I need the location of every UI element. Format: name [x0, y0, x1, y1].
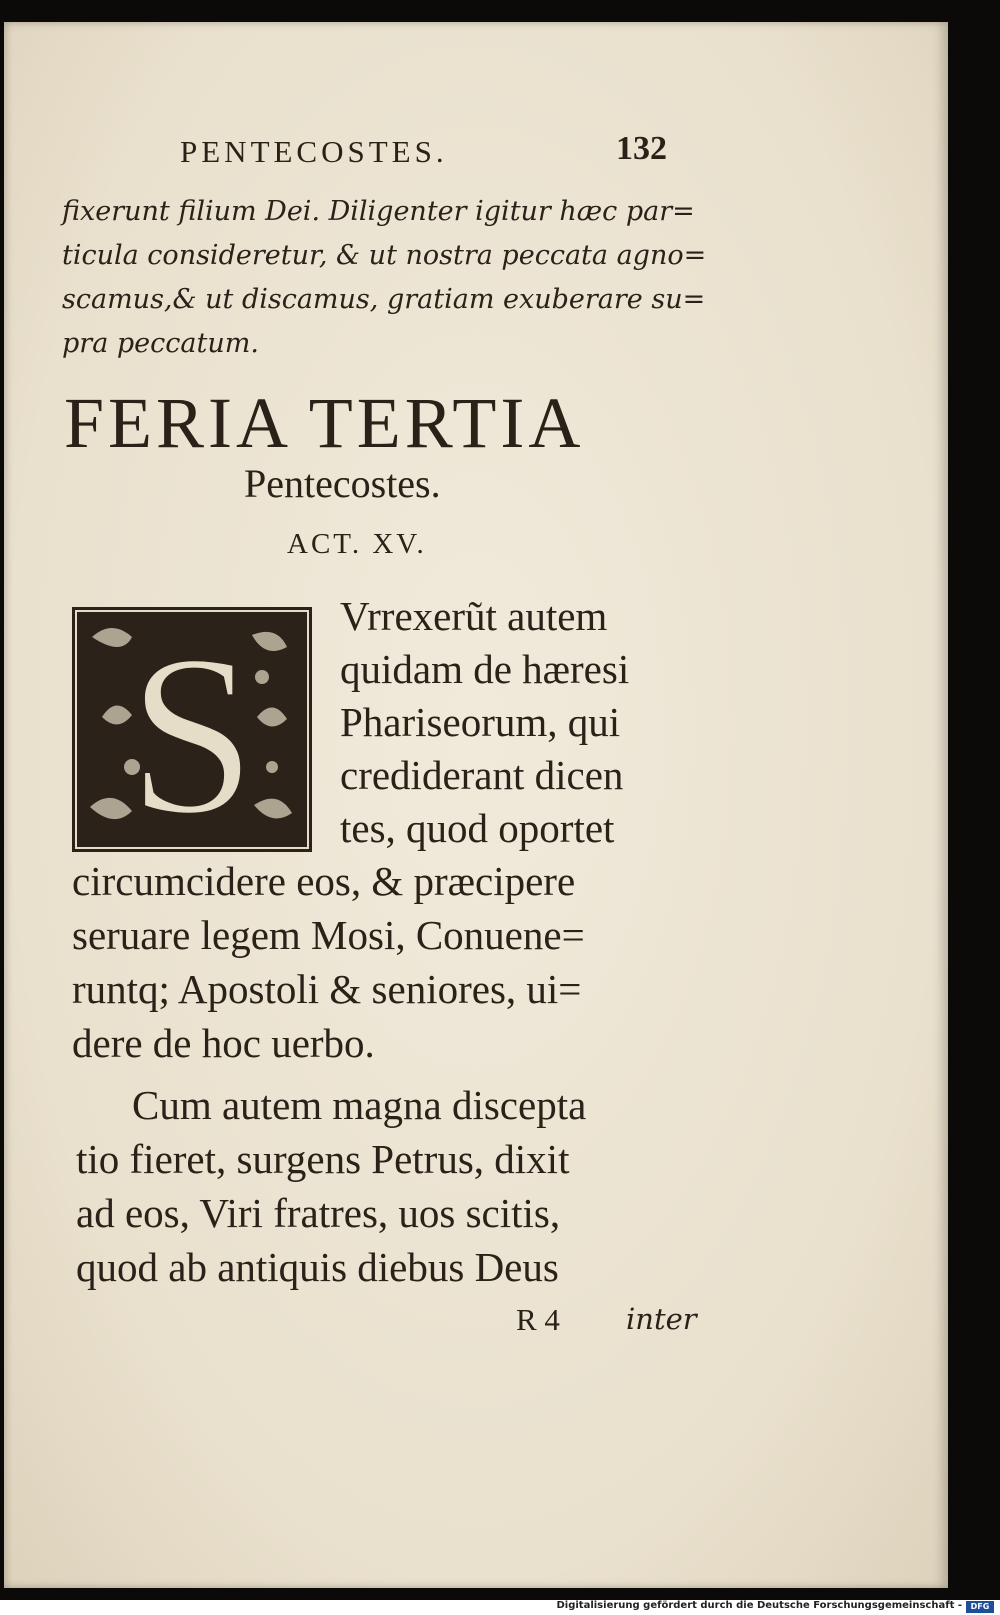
running-head: PENTECOSTES.: [180, 134, 448, 169]
initial-block-text: [340, 590, 629, 855]
text-line: quod ab antiquis diebus Deus: [76, 1244, 559, 1290]
text-line: circumcidere eos, & præcipere: [72, 858, 576, 904]
text-line: Phariseorum, qui: [340, 699, 621, 745]
text-line: scamus,& ut discamus, gratiam exuberare su=: [62, 284, 706, 315]
text-line: fixerunt filium Dei. Diligenter igitur hæc par=: [62, 196, 695, 227]
text-line: runtq; Apostoli & seniores, ui=: [72, 966, 582, 1012]
text-line: Vrrexerũt autem: [340, 593, 608, 639]
body-text: [72, 854, 585, 1070]
footer-credit: Digitalisierung gefördert durch die Deutsche Forschungsgemeinschaft -: [556, 1600, 962, 1611]
page-number: 132: [616, 130, 667, 167]
text-line: crediderant dicen: [340, 752, 624, 798]
feast-title: FERIA TERTIA: [64, 383, 585, 463]
text-line: dere de hoc uerbo.: [72, 1020, 375, 1066]
text-line: tio fieret, surgens Petrus, dixit: [76, 1136, 570, 1182]
text-line: quidam de hæresi: [340, 646, 630, 692]
text-line: Cum autem magna discepta: [132, 1082, 587, 1128]
signature-mark: R 4: [516, 1302, 560, 1337]
catchword: inter: [626, 1302, 697, 1336]
text-line: seruare legem Mosi, Conuene=: [72, 912, 585, 958]
initial-letter: S: [128, 607, 256, 852]
reading-reference: ACT. XV.: [287, 528, 427, 560]
book-page: [4, 22, 948, 1588]
paragraph-2: [76, 1078, 586, 1294]
text-line: pra peccatum.: [62, 328, 259, 359]
feast-subtitle: Pentecostes.: [244, 461, 441, 506]
text-line: tes, quod oportet: [340, 805, 615, 851]
text-line: ticula consideretur, & ut nostra peccata agno=: [62, 240, 707, 271]
previous-text: [62, 190, 707, 366]
dfg-logo: DFG: [966, 1601, 994, 1613]
text-line: ad eos, Viri fratres, uos scitis,: [76, 1190, 561, 1236]
decorated-initial-s: [72, 607, 312, 852]
